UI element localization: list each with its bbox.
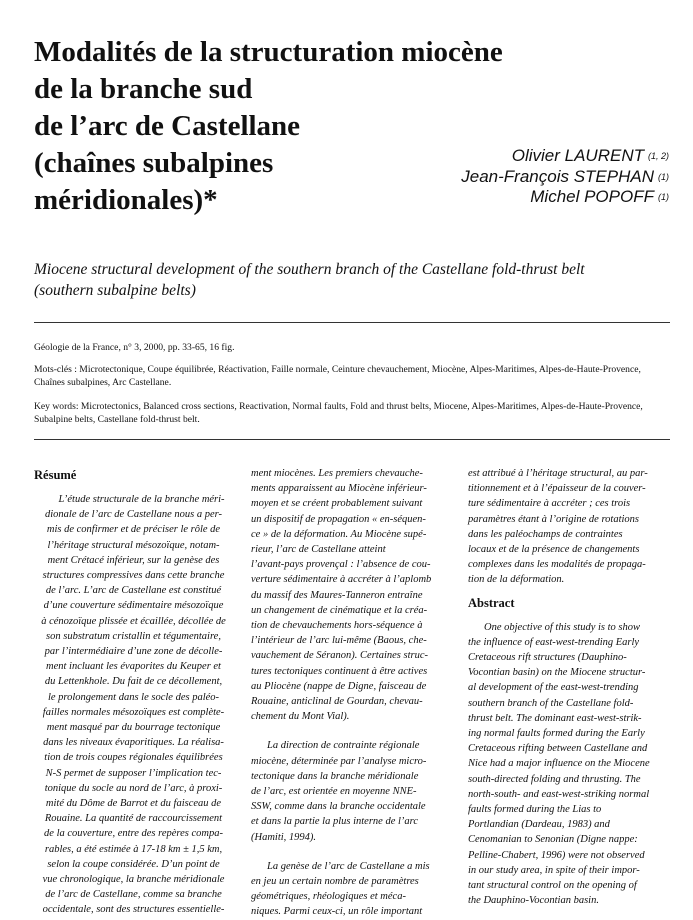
- text-line: failles normales mésozoïques est complète-: [42, 706, 225, 718]
- author-name: Jean-François STEPHAN: [461, 166, 654, 186]
- text-line: de l’arc, est orientée en moyenne NNE-: [251, 786, 417, 798]
- text-line: ments apparaissent au Miocène inférieur-: [251, 483, 427, 495]
- text-line: mité du Dôme de Barrot et du faisceau de: [45, 798, 222, 810]
- resume-text: [34, 492, 233, 918]
- divider: [34, 322, 670, 323]
- text-line: au Pliocène (nappe de Digne, faisceau de: [251, 680, 427, 692]
- text-line: N-S permet de supposer l’implication tec-: [45, 767, 222, 779]
- text-line: tion de la déformation.: [468, 574, 565, 586]
- resume-column-2: [251, 466, 451, 920]
- text-line: tant structural control on the opening of: [468, 880, 637, 892]
- text-line: vauchement de Séranon). Certaines struc-: [251, 650, 428, 662]
- text-line: et dans la partie la plus interne de l’arc: [251, 816, 419, 828]
- text-line: niques. Parmi ceux-ci, un rôle important: [251, 906, 423, 918]
- text-line: du Lettenkhole. Du fait de ce décollement,: [44, 676, 223, 688]
- author: [461, 187, 669, 208]
- text-line: est attribué à l’héritage structural, au par-: [468, 468, 648, 479]
- text-line: paramètres étant à l’origine de rotations: [468, 513, 639, 525]
- text-line: l’héritage structural mésozoïque, notam-: [47, 539, 220, 551]
- title-line: de la branche sud: [34, 73, 253, 105]
- resume-paragraph: [251, 738, 451, 844]
- text-line: tion de chevauchements hors-séquence à: [251, 620, 423, 632]
- text-line: dans les niveaux évaporitiques. La réalisa-: [43, 737, 224, 749]
- text-line: Pelline-Chabert, 1996) were not observed: [468, 849, 645, 861]
- text-line: north-south- and east-west-striking normal: [468, 788, 650, 800]
- text-line: occidentale, sont des structures essentielle-: [42, 904, 225, 916]
- resume-paragraph: [468, 466, 673, 588]
- text-line: structures compressives dans cette branche: [42, 570, 225, 582]
- resume-column: [34, 468, 233, 918]
- text-line: par l’intermédiaire d’une zone de décolle-: [44, 646, 223, 658]
- text-line: Rouaine. La quantité de raccourcissement: [44, 813, 223, 825]
- text-line: La direction de contrainte régionale: [267, 740, 420, 752]
- text-line: du massif des Maures-Tanneron entraîne: [251, 589, 423, 601]
- abstract-heading: Abstract: [468, 595, 515, 610]
- text-line: tures tectoniques continuent à être actives: [251, 665, 428, 677]
- text-line: de l’arc. L’arc de Castellane est constitué: [45, 585, 222, 597]
- title-line: (chaînes subalpines: [34, 147, 274, 179]
- author-name: Olivier LAURENT: [511, 146, 644, 165]
- text-line: de la couverture, entre des repères compa-: [44, 828, 223, 840]
- text-line: SSW, comme dans la branche occidentale: [251, 801, 426, 813]
- text-line: complexes dans les modalités de propaga-: [468, 559, 646, 571]
- text-line: dionale de l’arc de Castellane nous a per-: [45, 509, 222, 521]
- subtitle-line: (southern subalpine belts): [34, 282, 196, 299]
- text-line: l’avant-pays provençal : l’absence de cou-: [251, 559, 431, 571]
- author-affiliation: (1): [658, 192, 669, 202]
- text-line: the influence of east-west-trending Early: [468, 636, 640, 648]
- text-line: un changement de cinématique et la créa-: [251, 604, 428, 616]
- text-line: tectonique dans la branche méridionale: [251, 770, 419, 782]
- abstract-column: [468, 466, 673, 908]
- title-line: méridionales)*: [34, 184, 218, 216]
- text-line: rables, a été estimée à 17-18 km ± 1,5 km,: [44, 843, 223, 855]
- text-line: ture sédimentaire à accréter ; ces trois: [468, 498, 631, 510]
- text-line: à cénozoïque plissée et écaillée, décollée de: [41, 615, 226, 627]
- text-line: Rouaine, anticlinal de Gourdan, chevau-: [251, 696, 423, 708]
- text-line: l’intérieur de l’arc lui-même (Baous, che-: [251, 635, 427, 647]
- text-line: Nice had a major influence on the Miocene: [468, 758, 650, 770]
- text-line: southern branch of the Castellane fold-: [468, 697, 634, 709]
- text-line: selon la coupe considérée. D’un point de: [47, 858, 220, 870]
- english-subtitle: [34, 259, 674, 301]
- text-line: ment incluant les évaporites du Keuper et: [46, 661, 221, 673]
- text-line: ment Crétacé inférieur, sur la genèse des: [47, 554, 220, 566]
- text-line: moyen et se créent probablement suivant: [251, 498, 423, 510]
- title-line: Modalités de la structuration miocène: [34, 36, 503, 68]
- text-line: de l’arc de Castellane, comme sa branche: [45, 889, 222, 901]
- text-line: ce » de la déformation. Au Miocène supé-: [251, 528, 427, 540]
- text-line: (Hamiti, 1994).: [251, 831, 317, 843]
- keywords-french: Mots-clés : Microtectonique, Coupe équilibrée, Réactivation, Faille normale, Ceinture chevauchement, Miocène, Alpes-Maritimes, Alpes-de-Haute-Provence, Chaînes subalpines, Arc Castellane.: [34, 364, 641, 388]
- text-line: Portlandian (Dardeau, 1983) and: [468, 819, 610, 831]
- text-line: mis de confirmer et de préciser le rôle de: [46, 524, 221, 536]
- text-line: locaux et de la présence de changements: [468, 544, 640, 556]
- divider: [34, 439, 670, 440]
- keywords-english: Key words: Microtectonics, Balanced cross sections, Reactivation, Normal faults, Fold and thrust belts, Miocene, Alpes-Maritimes, Alpes-de-Haute-Provence, Subalpine belts, Castellane fold-thrust belt.: [34, 401, 643, 425]
- text-line: L’étude structurale de la branche méri-: [58, 494, 225, 505]
- text-line: faults formed during the Lias to: [468, 804, 602, 816]
- resume-paragraph: [251, 859, 451, 920]
- text-line: Cenomanian to Senonian (Digne nappe:: [468, 834, 638, 846]
- text-line: south-directed folding and thrusting. The: [468, 773, 641, 785]
- text-line: verture sédimentaire à accréter à l’aplomb: [251, 574, 432, 586]
- text-line: Cretaceous rift structures (Dauphino-: [468, 652, 627, 664]
- subtitle-line: Miocene structural development of the southern branch of the Castellane fold-thrust belt: [34, 261, 585, 278]
- text-line: the Dauphino-Vocontian basin.: [468, 895, 599, 907]
- title-line: de l’arc de Castellane: [34, 110, 301, 142]
- text-line: al development of the east-west-trending: [468, 682, 639, 694]
- text-line: in our study area, in spite of their impor-: [468, 864, 640, 876]
- abstract-text: [468, 620, 673, 909]
- text-line: One objective of this study is to show: [484, 621, 641, 633]
- author: [461, 167, 669, 188]
- author-name: Michel POPOFF: [530, 187, 654, 206]
- text-line: son substratum cristallin et tégumentaire,: [46, 630, 221, 642]
- text-line: vue chronologique, la branche méridionale: [42, 874, 225, 886]
- text-line: La genèse de l’arc de Castellane a mis: [267, 860, 430, 872]
- text-line: tion de trois coupes régionales équilibrées: [44, 752, 223, 764]
- text-line: miocène, déterminée par l’analyse micro-: [251, 755, 427, 767]
- resume-paragraph: [251, 466, 451, 724]
- text-line: thrust belt. The dominant east-west-strik-: [468, 712, 642, 724]
- text-line: rieur, l’arc de Castellane atteint: [251, 544, 386, 556]
- text-line: titionnement et à l’épaisseur de la couver-: [468, 483, 646, 495]
- text-line: Vocontian basin) on the Miocene structur-: [468, 667, 646, 679]
- text-line: tonique du socle au nord de l’arc, à proxi-: [44, 782, 223, 794]
- text-line: ment miocènes. Les premiers chevauche-: [251, 468, 423, 479]
- text-line: géométriques, rhéologiques et méca-: [251, 891, 406, 903]
- text-line: dans les paléochamps de contraintes: [468, 528, 623, 540]
- author-affiliation: (1, 2): [647, 151, 669, 161]
- text-line: le prolongement dans le socle des paléo-: [47, 691, 220, 703]
- text-line: en jeu un certain nombre de paramètres: [251, 876, 419, 888]
- text-line: ment masqué par du bourrage tectonique: [46, 722, 221, 734]
- text-line: Cretaceous rifting between Castellane and: [468, 743, 648, 755]
- journal-citation: Géologie de la France, n° 3, 2000, pp. 33-65, 16 fig.: [34, 342, 235, 353]
- text-line: d’une couverture sédimentaire mésozoïque: [43, 600, 224, 612]
- author-list: [461, 146, 669, 208]
- author: [461, 146, 669, 167]
- text-line: un dispositif de propagation « en-séquen-: [251, 513, 426, 525]
- author-affiliation: (1): [658, 171, 669, 182]
- resume-heading: Résumé: [34, 468, 77, 482]
- text-line: chement du Mont Vial).: [251, 711, 350, 723]
- text-line: ing normal faults formed during the Early: [468, 728, 645, 740]
